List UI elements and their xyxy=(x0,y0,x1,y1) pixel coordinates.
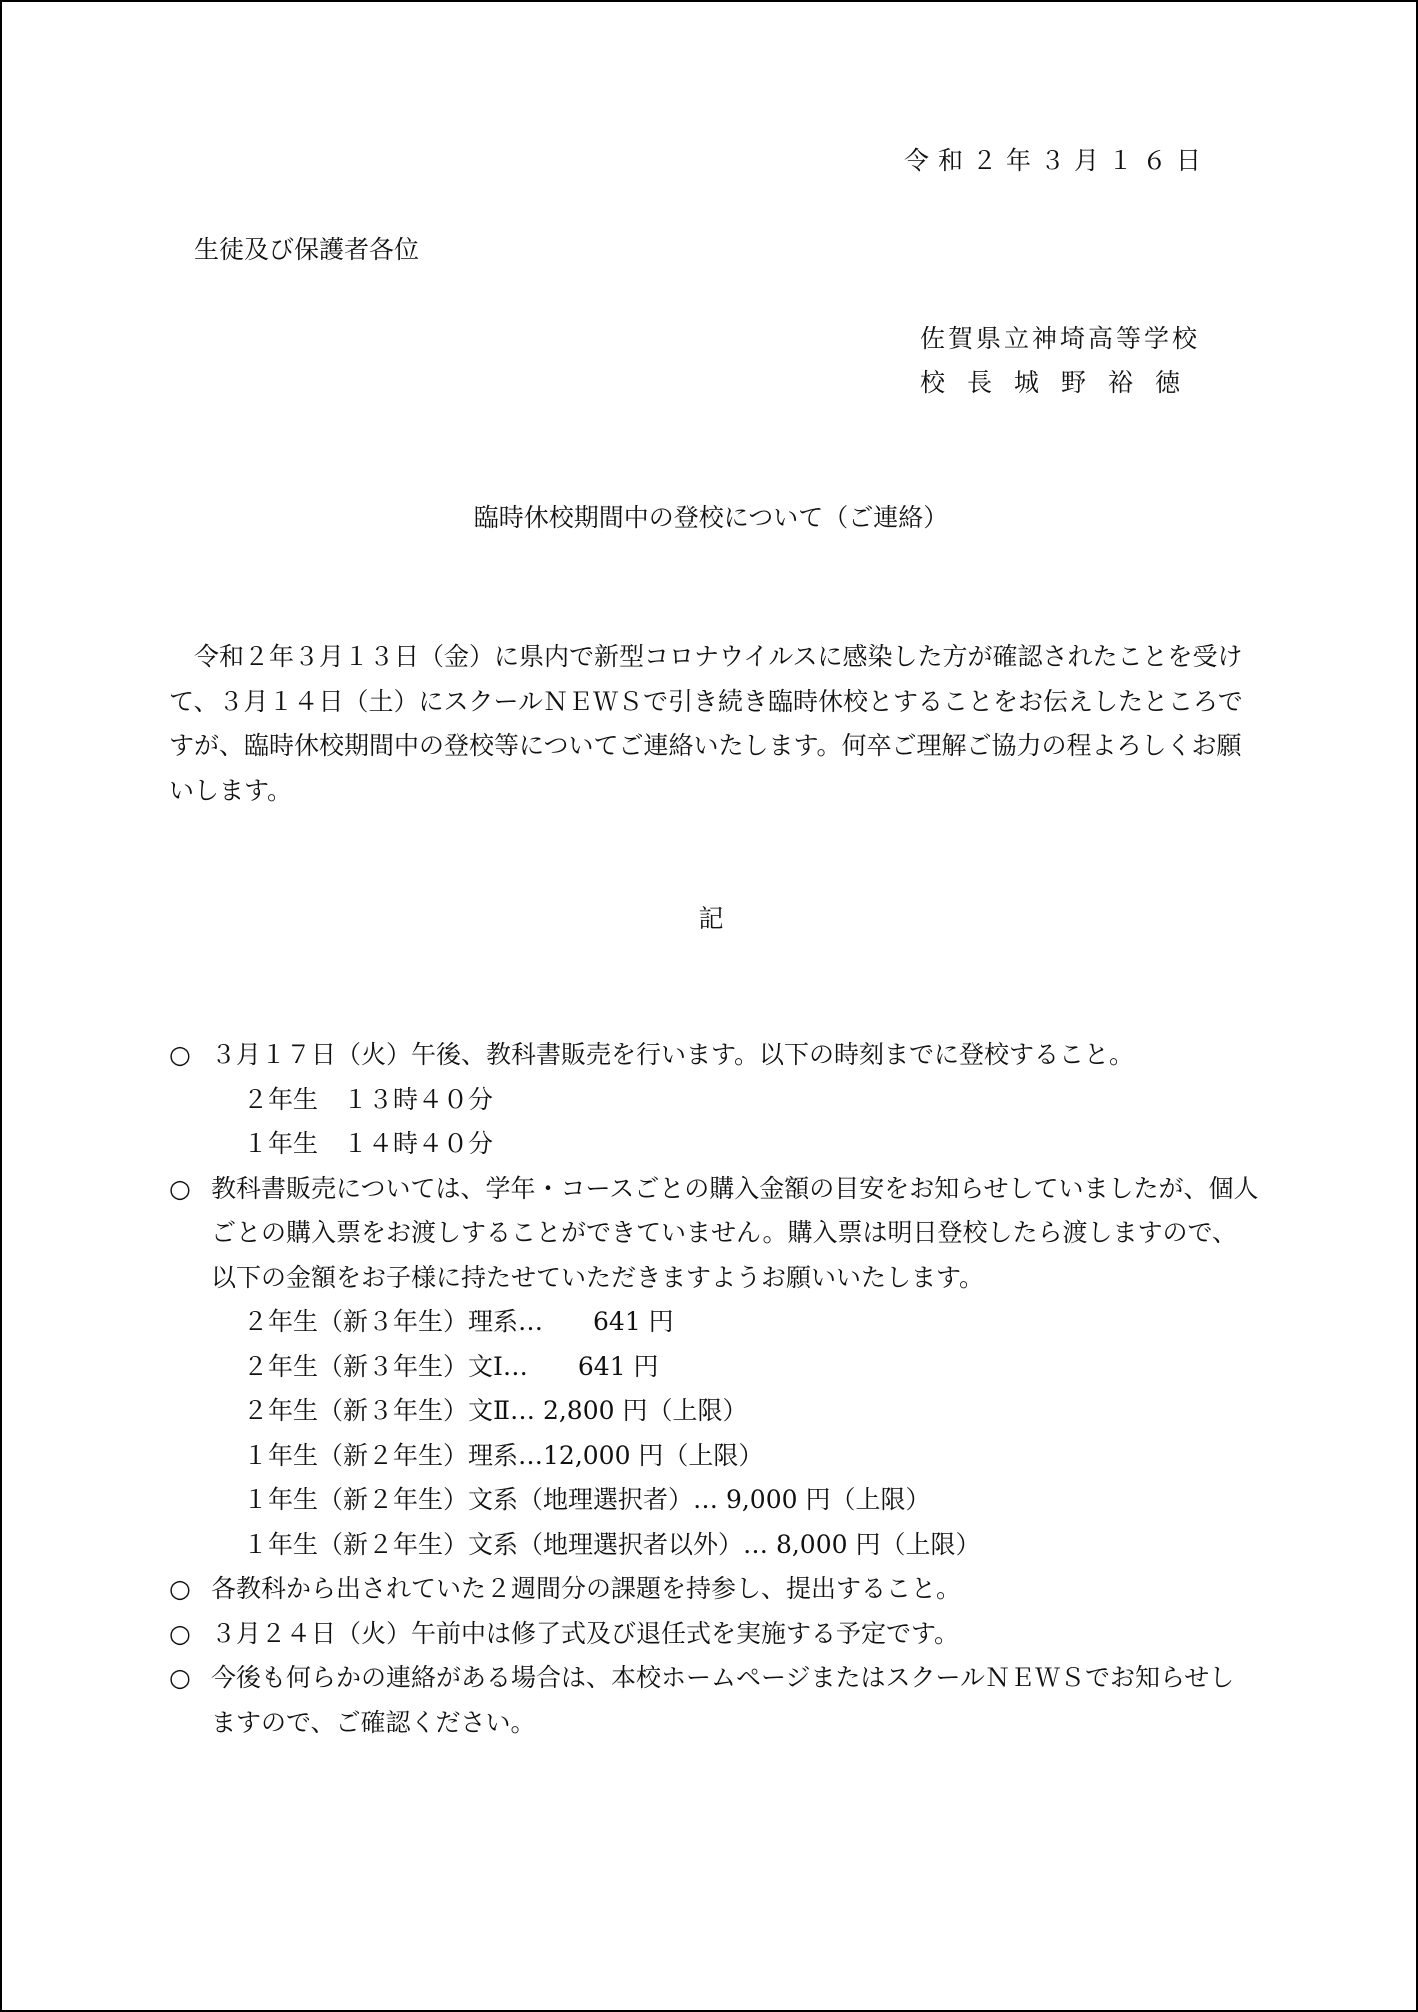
list-item-text: 今後も何らかの連絡がある場合は、本校ホームページまたはスクールＮＥＷＳでお知らせしますので、ご確認ください。 xyxy=(211,1663,1235,1737)
list-subitem: ２年生（新３年生）文Ⅰ… 641 円 xyxy=(243,1351,659,1381)
list-item xyxy=(169,1567,1259,1612)
list-subitem: １年生 １４時４０分 xyxy=(243,1129,494,1158)
list-item-text: 各教科から出されていた２週間分の課題を持参し、提出すること。 xyxy=(211,1574,962,1603)
circle-bullet-icon: ○ xyxy=(169,1574,191,1603)
list-item xyxy=(169,1033,1259,1078)
list-subitem: １年生（新２年生）文系（地理選択者）… 9,000 円（上限） xyxy=(243,1485,931,1514)
list-subitem: １年生（新２年生）文系（地理選択者以外）… 8,000 円（上限） xyxy=(243,1529,981,1559)
list-subitem: ２年生（新３年生）文Ⅱ… 2,800 円（上限） xyxy=(243,1396,748,1425)
circle-bullet-icon: ○ xyxy=(169,1663,191,1692)
list-item xyxy=(169,1612,1259,1657)
issue-date: 令和２年３月１６日 xyxy=(903,146,1210,175)
recipient: 生徒及び保護者各位 xyxy=(194,235,420,264)
list-item-text: ３月１７日（火）午後、教科書販売を行います。以下の時刻までに登校すること。 xyxy=(211,1040,1135,1069)
document-title: 臨時休校期間中の登校について（ご連絡） xyxy=(473,503,949,532)
notice-list xyxy=(169,1033,1259,1745)
ki-heading: 記 xyxy=(698,904,724,933)
list-item xyxy=(169,1167,1259,1301)
body-text xyxy=(169,635,1249,813)
circle-bullet-icon: ○ xyxy=(169,1040,191,1069)
list-subitem: ２年生 １３時４０分 xyxy=(243,1084,494,1114)
school-name: 佐賀県立神埼高等学校 xyxy=(920,324,1201,353)
list-subitem: ２年生（新３年生）理系… 641 円 xyxy=(243,1307,674,1336)
principal-name: 校長城野裕徳 xyxy=(920,368,1203,397)
list-item xyxy=(169,1656,1259,1745)
list-item-text: 教科書販売については、学年・コースごとの購入金額の目安をお知らせしていましたが、個人ごとの購入票をお渡しすることができていません。購入票は明日登校したら渡しますので、以下の金額をお子様に持たせていただきますようお願いいたします。 xyxy=(211,1173,1259,1292)
body-paragraph: 令和２年３月１３日（金）に県内で新型コロナウイルスに感染した方が確認されたことを受けて、３月１４日（土）にスクールＮＥＷＳで引き続き臨時休校とすることをお伝えしたところですが、臨時休校期間中の登校等についてご連絡いたします。何卒ご理解ご協力の程よろしくお願いします。 xyxy=(169,642,1243,805)
circle-bullet-icon: ○ xyxy=(169,1173,191,1203)
circle-bullet-icon: ○ xyxy=(169,1618,191,1648)
list-item-text: ３月２４日（火）午前中は修了式及び退任式を実施する予定です。 xyxy=(211,1618,960,1648)
list-subitem: １年生（新２年生）理系…12,000 円（上限） xyxy=(243,1440,764,1470)
